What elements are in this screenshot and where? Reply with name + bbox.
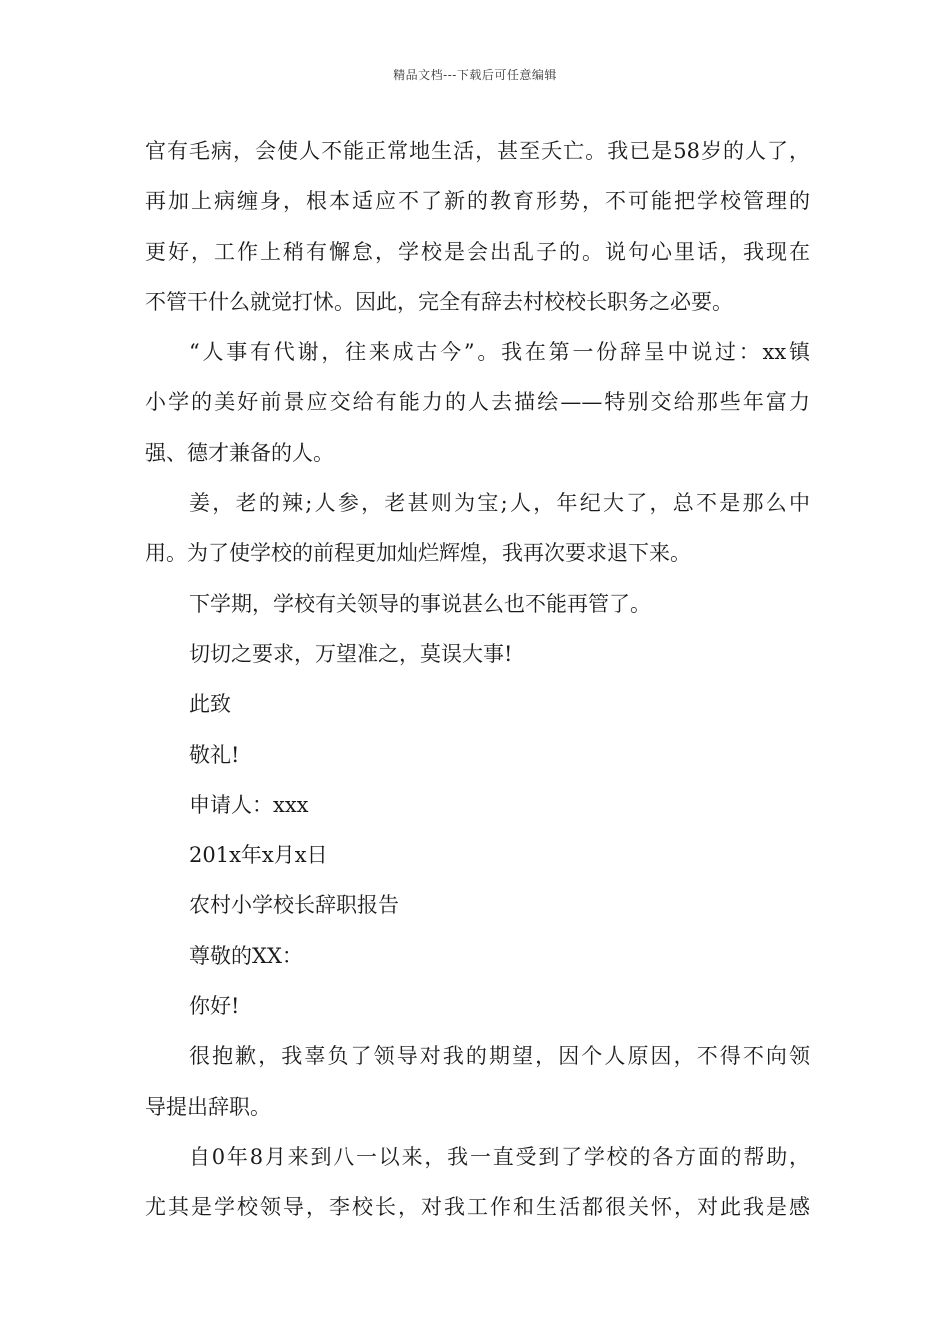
text-line: 农村小学校长辞职报告 <box>189 893 399 918</box>
text-line: 下学期，学校有关领导的事说甚么也不能再管了。 <box>189 591 651 616</box>
text-line: 此致 <box>189 692 231 717</box>
text-line: 小学的美好前景应交给有能力的人去描绘——特别交给那些年富力 <box>145 390 810 415</box>
text-line: 不管干什么就觉打怵。因此，完全有辞去村校校长职务之必要。 <box>145 289 733 314</box>
page-header: 精品文档---下载后可任意编辑 <box>393 68 557 82</box>
text-line: 切切之要求，万望准之，莫误大事! <box>189 641 513 666</box>
text-line: 申请人：xxx <box>189 792 309 817</box>
text-line: 用。为了使学校的前程更加灿烂辉煌，我再次要求退下来。 <box>145 541 691 566</box>
text-line: 你好! <box>189 994 240 1019</box>
text-line: 官有毛病，会使人不能正常地生活，甚至夭亡。我已是58岁的人了， <box>145 139 810 163</box>
text-line: “人事有代谢，往来成古今”。我在第一份辞呈中说过：xx镇 <box>189 340 810 365</box>
document-body <box>145 126 810 1233</box>
text-line: 201x年x月x日 <box>189 843 328 868</box>
text-line: 导提出辞职。 <box>145 1094 271 1119</box>
text-line: 敬礼! <box>189 742 240 767</box>
text-line: 自0年8月来到八一以来，我一直受到了学校的各方面的帮助， <box>189 1144 810 1169</box>
text-line: 强、德才兼备的人。 <box>145 440 334 465</box>
text-line: 尊敬的XX： <box>189 943 303 968</box>
text-line: 尤其是学校领导，李校长，对我工作和生活都很关怀，对此我是感 <box>145 1195 810 1220</box>
text-line: 更好，工作上稍有懈怠，学校是会出乱子的。说句心里话，我现在 <box>145 239 810 264</box>
text-line: 姜，老的辣;人参，老甚则为宝;人，年纪大了，总不是那么中 <box>189 491 810 516</box>
text-line: 很抱歉，我辜负了领导对我的期望，因个人原因，不得不向领 <box>189 1044 810 1069</box>
text-line: 再加上病缠身，根本适应不了新的教育形势，不可能把学校管理的 <box>145 189 810 214</box>
